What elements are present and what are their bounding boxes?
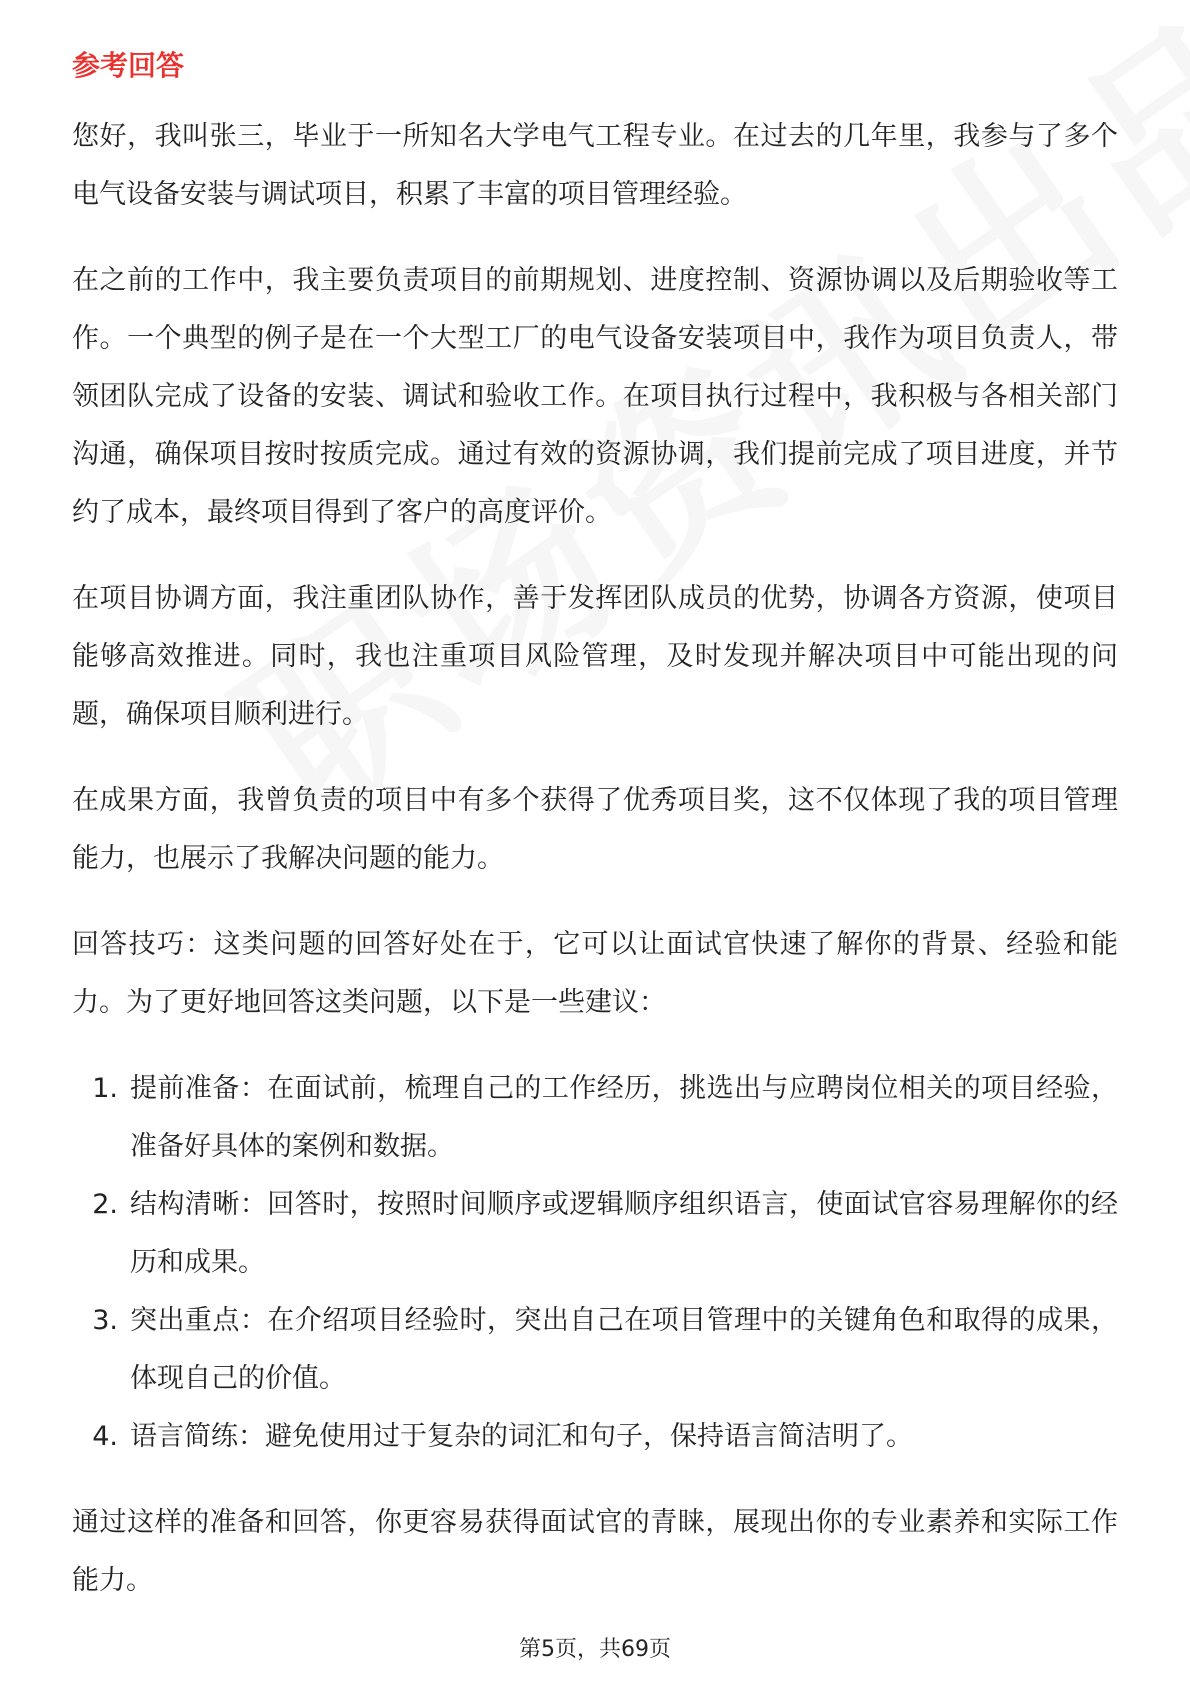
list-item — [72, 1176, 1118, 1292]
paragraph-coordination: 在项目协调方面，我注重团队协作，善于发挥团队成员的优势，协调各方资源，使项目能够高效推进。同时，我也注重项目风险管理，及时发现并解决项目中可能出现的问题，确保项目顺利进行。 — [72, 583, 1118, 730]
page-number: 第5页，共69页 — [519, 1637, 671, 1662]
section-heading: 参考回答 — [72, 49, 185, 82]
paragraph-results: 在成果方面，我曾负责的项目中有多个获得了优秀项目奖，这不仅体现了我的项目管理能力，也展示了我解决问题的能力。 — [72, 785, 1118, 874]
list-text: 语言简练：避免使用过于复杂的词汇和句子，保持语言简洁明了。 — [130, 1421, 913, 1452]
list-text: 突出重点：在介绍项目经验时，突出自己在项目管理中的关键角色和取得的成果，体现自己的价值。 — [130, 1305, 1118, 1394]
paragraph-tips-intro: 回答技巧：这类问题的回答好处在于，它可以让面试官快速了解你的背景、经验和能力。为了更好地回答这类问题，以下是一些建议： — [72, 929, 1118, 1018]
document-body — [72, 46, 1118, 1638]
tips-list — [72, 1060, 1118, 1466]
paragraph-experience: 在之前的工作中，我主要负责项目的前期规划、进度控制、资源协调以及后期验收等工作。一个典型的例子是在一个大型工厂的电气设备安装项目中，我作为项目负责人，带领团队完成了设备的安装、调试和验收工作。在项目执行过程中，我积极与各相关部门沟通，确保项目按时按质完成。通过有效的资源协调，我们提前完成了项目进度，并节约了成本，最终项目得到了客户的高度评价。 — [72, 265, 1118, 528]
list-item — [72, 1060, 1118, 1176]
paragraph-intro: 您好，我叫张三，毕业于一所知名大学电气工程专业。在过去的几年里，我参与了多个电气设备安装与调试项目，积累了丰富的项目管理经验。 — [72, 121, 1118, 210]
list-item — [72, 1408, 1118, 1466]
list-number: 1. — [92, 1073, 118, 1104]
list-number: 2. — [92, 1189, 118, 1220]
list-text: 提前准备：在面试前，梳理自己的工作经历，挑选出与应聘岗位相关的项目经验，准备好具体的案例和数据。 — [130, 1073, 1118, 1162]
list-number: 3. — [92, 1305, 118, 1336]
paragraph-closing: 通过这样的准备和回答，你更容易获得面试官的青睐，展现出你的专业素养和实际工作能力。 — [72, 1507, 1118, 1596]
list-text: 结构清晰：回答时，按照时间顺序或逻辑顺序组织语言，使面试官容易理解你的经历和成果。 — [130, 1189, 1118, 1278]
list-number: 4. — [92, 1421, 118, 1452]
list-item — [72, 1292, 1118, 1408]
